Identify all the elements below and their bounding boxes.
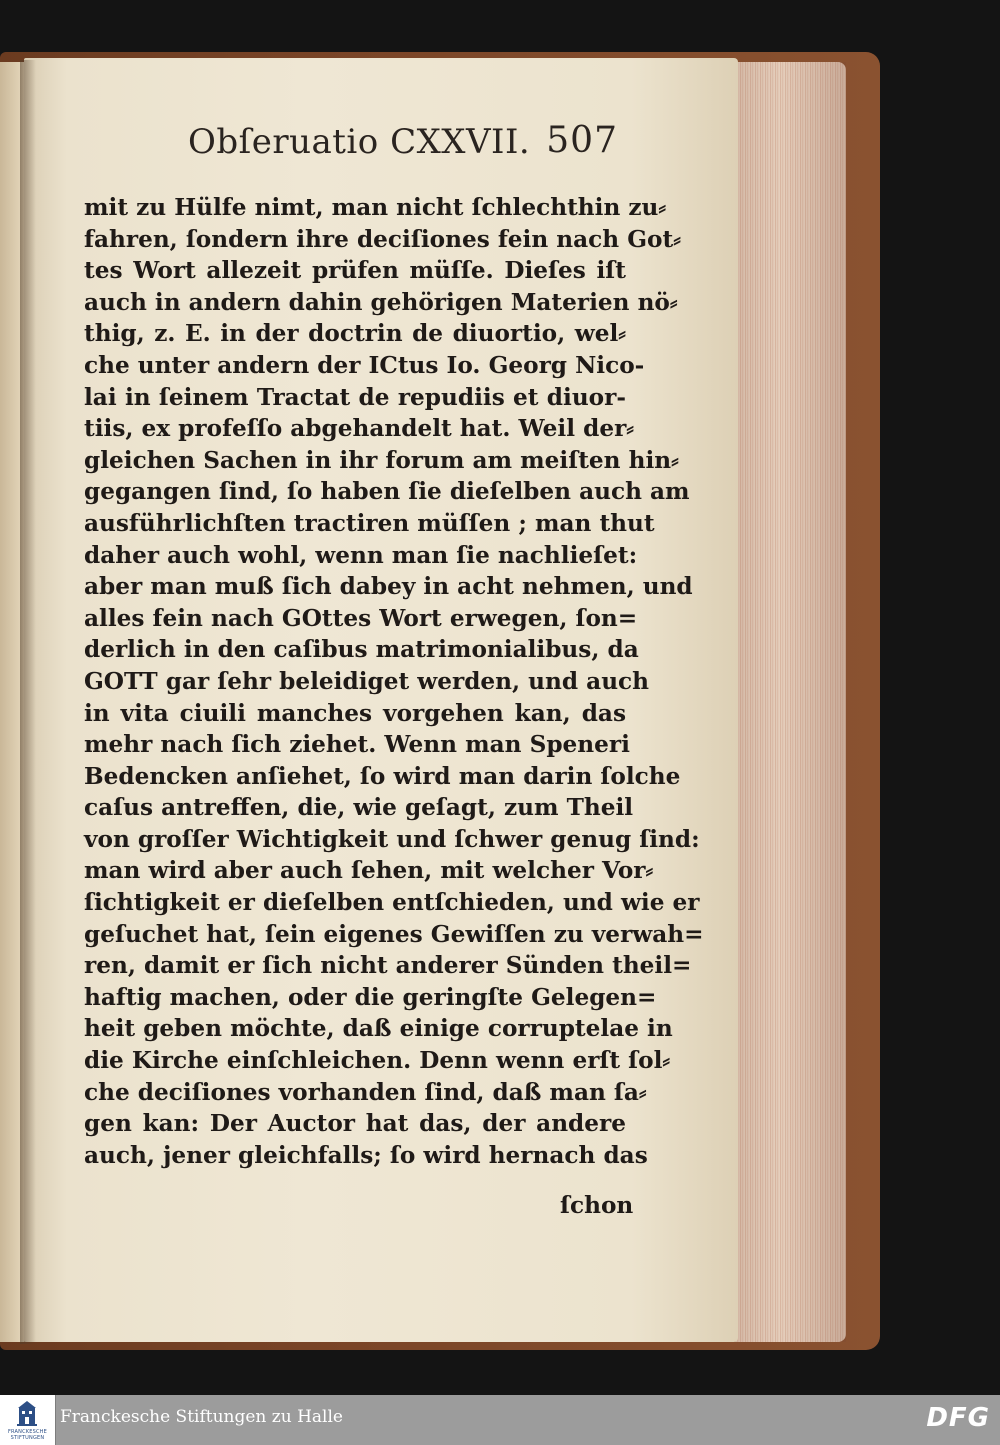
text-line: aber man muß ſich dabey in acht nehmen, und: [84, 573, 693, 601]
text-line: Bedencken anſiehet, ſo wird man darin ſolche: [84, 762, 681, 790]
text-line: geſuchet hat, ſein eigenes Gewiſſen zu verwah=: [84, 920, 704, 948]
text-line: gen kan: Der Auctor hat das, der andere: [84, 1110, 626, 1138]
text-line: caſus antreffen, die, wie geſagt, zum Theil: [84, 794, 634, 822]
orphanage-building-icon: [15, 1400, 39, 1428]
text-line: ausführlichſten tractiren müſſen ; man thut: [84, 509, 655, 537]
text-line: ren, damit er ſich nicht anderer Sünden theil=: [84, 952, 692, 980]
institution-name: Franckesche Stiftungen zu Halle: [60, 1407, 343, 1427]
body-text: [84, 192, 704, 1171]
text-line: ſichtigkeit er dieſelben entſchieden, und wie er: [84, 889, 700, 917]
text-line: gegangen ſind, ſo haben ſie dieſelben auch am: [84, 478, 690, 506]
footer-bar: [0, 1395, 1000, 1445]
text-line: daher auch wohl, wenn man ſie nachlieſet:: [84, 541, 638, 569]
dfg-logo[interactable]: DFG: [926, 1403, 990, 1433]
text-line: die Kirche einſchleichen. Denn wenn erſt ſol⸗: [84, 1047, 671, 1075]
text-line: fahren, ſondern ihre deciſiones fein nach Got⸗: [84, 225, 681, 253]
page-number: 507: [546, 120, 618, 161]
text-line: auch in andern dahin gehörigen Materien nö⸗: [84, 288, 678, 316]
text-line: in vita ciuili manches vorgehen kan, das: [84, 699, 626, 727]
text-line: man wird aber auch ſehen, mit welcher Vor⸗: [84, 857, 654, 885]
text-line: gleichen Sachen in ihr forum am meiſten hin⸗: [84, 446, 679, 474]
institution-logo[interactable]: [0, 1395, 56, 1445]
text-line: mit zu Hülfe nimt, man nicht ſchlechthin zu⸗: [84, 194, 667, 221]
text-line: haftig machen, oder die geringſte Gelegen=: [84, 983, 657, 1011]
logo-caption-line1: FRANCKESCHE: [7, 1429, 48, 1435]
text-line: mehr nach ſich ziehet. Wenn man Speneri: [84, 731, 630, 759]
text-line: von groſſer Wichtigkeit und ſchwer genug ſind:: [84, 825, 700, 853]
text-line: che deciſiones vorhanden ſind, daß man ſa⸗: [84, 1078, 647, 1106]
running-head: Obſeruatio CXXVII.: [188, 122, 531, 162]
text-line: tiis, ex profeſſo abgehandelt hat. Weil der⸗: [84, 415, 635, 443]
text-line: che unter andern der ICtus Io. Georg Nico-: [84, 351, 645, 379]
catchword: ſchon: [560, 1192, 634, 1219]
text-line: heit geben möchte, daß einige corruptelae in: [84, 1015, 673, 1043]
text-line: thig, z. E. in der doctrin de diuortio, wel⸗: [84, 320, 626, 348]
text-line: alles fein nach GOttes Wort erwegen, ſon=: [84, 604, 638, 632]
page-fore-edge: [735, 62, 846, 1342]
logo-caption-line2: STIFTUNGEN: [10, 1435, 45, 1441]
text-line: derlich in den caſibus matrimonialibus, da: [84, 636, 639, 664]
page-header: [188, 118, 618, 170]
text-line: auch, jener gleichfalls; ſo wird hernach das: [84, 1141, 648, 1169]
text-line: GOTT gar ſehr beleidiget werden, und auch: [84, 667, 650, 695]
text-line: tes Wort allezeit prüfen müſſe. Dieſes iſt: [84, 257, 626, 285]
text-line: lai in ſeinem Tractat de repudiis et diuor-: [84, 383, 626, 411]
book-gutter: [20, 60, 36, 1344]
